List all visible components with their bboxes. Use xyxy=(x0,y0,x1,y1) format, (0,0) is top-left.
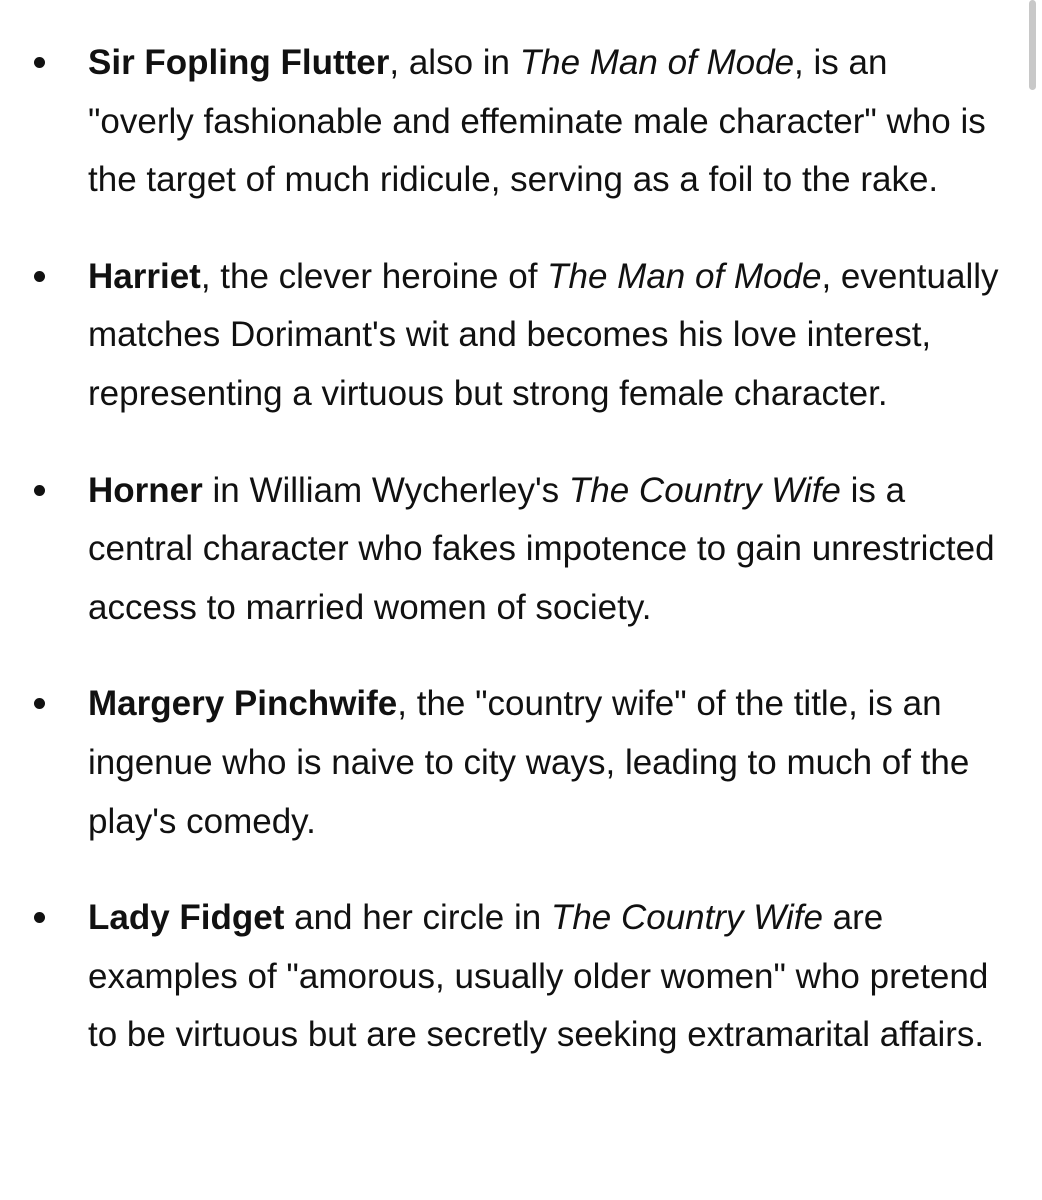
play-title: The Country Wife xyxy=(568,470,841,510)
description-text: , the clever heroine of xyxy=(200,256,548,296)
list-item-harriet xyxy=(0,248,1042,424)
bullet-icon xyxy=(34,485,45,496)
character-list xyxy=(0,34,1042,1103)
play-title: The Country Wife xyxy=(550,898,823,938)
list-item-lady-fidget xyxy=(0,889,1042,1065)
character-name: Margery Pinchwife xyxy=(88,684,398,724)
description-text: , is an "overly fashionable and effeminate male character" who is the target of much ridicule, serving as a foil to the rake. xyxy=(88,43,986,200)
bullet-icon xyxy=(34,912,45,923)
description-text: are examples of "amorous, usually older women" who pretend to be virtuous but are secretly seeking extramarital affairs. xyxy=(88,898,989,1055)
character-name: Horner xyxy=(88,470,203,510)
character-name: Harriet xyxy=(88,256,201,296)
bullet-icon xyxy=(34,271,45,282)
bullet-icon xyxy=(34,57,45,68)
description-text: , the "country wife" of the title, is an ingenue who is naive to city ways, leading to much of the play's comedy. xyxy=(88,684,970,841)
play-title: The Man of Mode xyxy=(547,256,822,296)
list-item-sir-fopling-flutter xyxy=(0,34,1042,210)
list-item-horner xyxy=(0,462,1042,638)
character-name: Lady Fidget xyxy=(88,898,285,938)
description-text: , also in xyxy=(389,43,520,82)
list-item-margery-pinchwife xyxy=(0,675,1042,851)
description-text: in William Wycherley's xyxy=(202,470,569,510)
description-text: and her circle in xyxy=(284,898,551,938)
character-name: Sir Fopling Flutter xyxy=(88,43,390,82)
play-title: The Man of Mode xyxy=(519,43,795,82)
description-text: is a central character who fakes impotence to gain unrestricted access to married women of society. xyxy=(88,470,995,627)
bullet-icon xyxy=(34,698,45,709)
description-text: , eventually matches Dorimant's wit and becomes his love interest, representing a virtuous but strong female character. xyxy=(88,256,999,413)
